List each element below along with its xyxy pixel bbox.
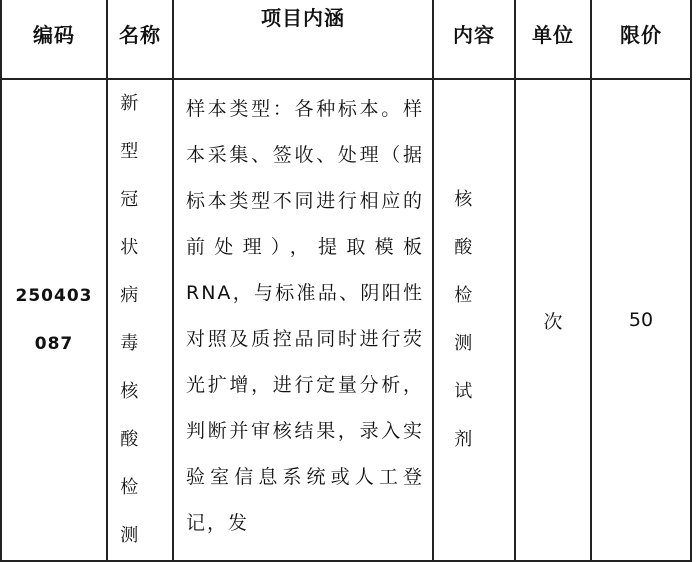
cell-code — [1, 79, 107, 561]
cell-scope — [173, 79, 433, 561]
cell-name — [107, 79, 173, 561]
item-content: 核酸检测试剂 — [454, 189, 475, 450]
header-unit: 单位 — [515, 0, 591, 79]
item-unit: 次 — [543, 310, 563, 333]
header-content: 内容 — [433, 0, 515, 79]
header-scope: 项目内涵 — [173, 0, 433, 79]
table-header-row — [1, 0, 691, 79]
table-row — [1, 79, 691, 561]
cell-content — [433, 79, 515, 561]
item-code: 250403087 — [15, 286, 93, 354]
cell-unit — [515, 79, 591, 561]
header-price: 限价 — [591, 0, 691, 79]
item-name: 新型冠状病毒核酸检测 — [120, 93, 141, 546]
cell-price — [591, 79, 691, 561]
header-code: 编码 — [1, 0, 107, 79]
header-name: 名称 — [107, 0, 173, 79]
item-price: 50 — [628, 309, 654, 331]
item-scope: 样本类型：各种标本。样本采集、签收、处理（据标本类型不同进行相应的前处理），提取模板RNA，与标准品、阴阳性对照及质控品同时进行荧光扩增，进行定量分析，判断并审核结果，录入实验室信息系统或人工登记，发 — [186, 98, 424, 534]
